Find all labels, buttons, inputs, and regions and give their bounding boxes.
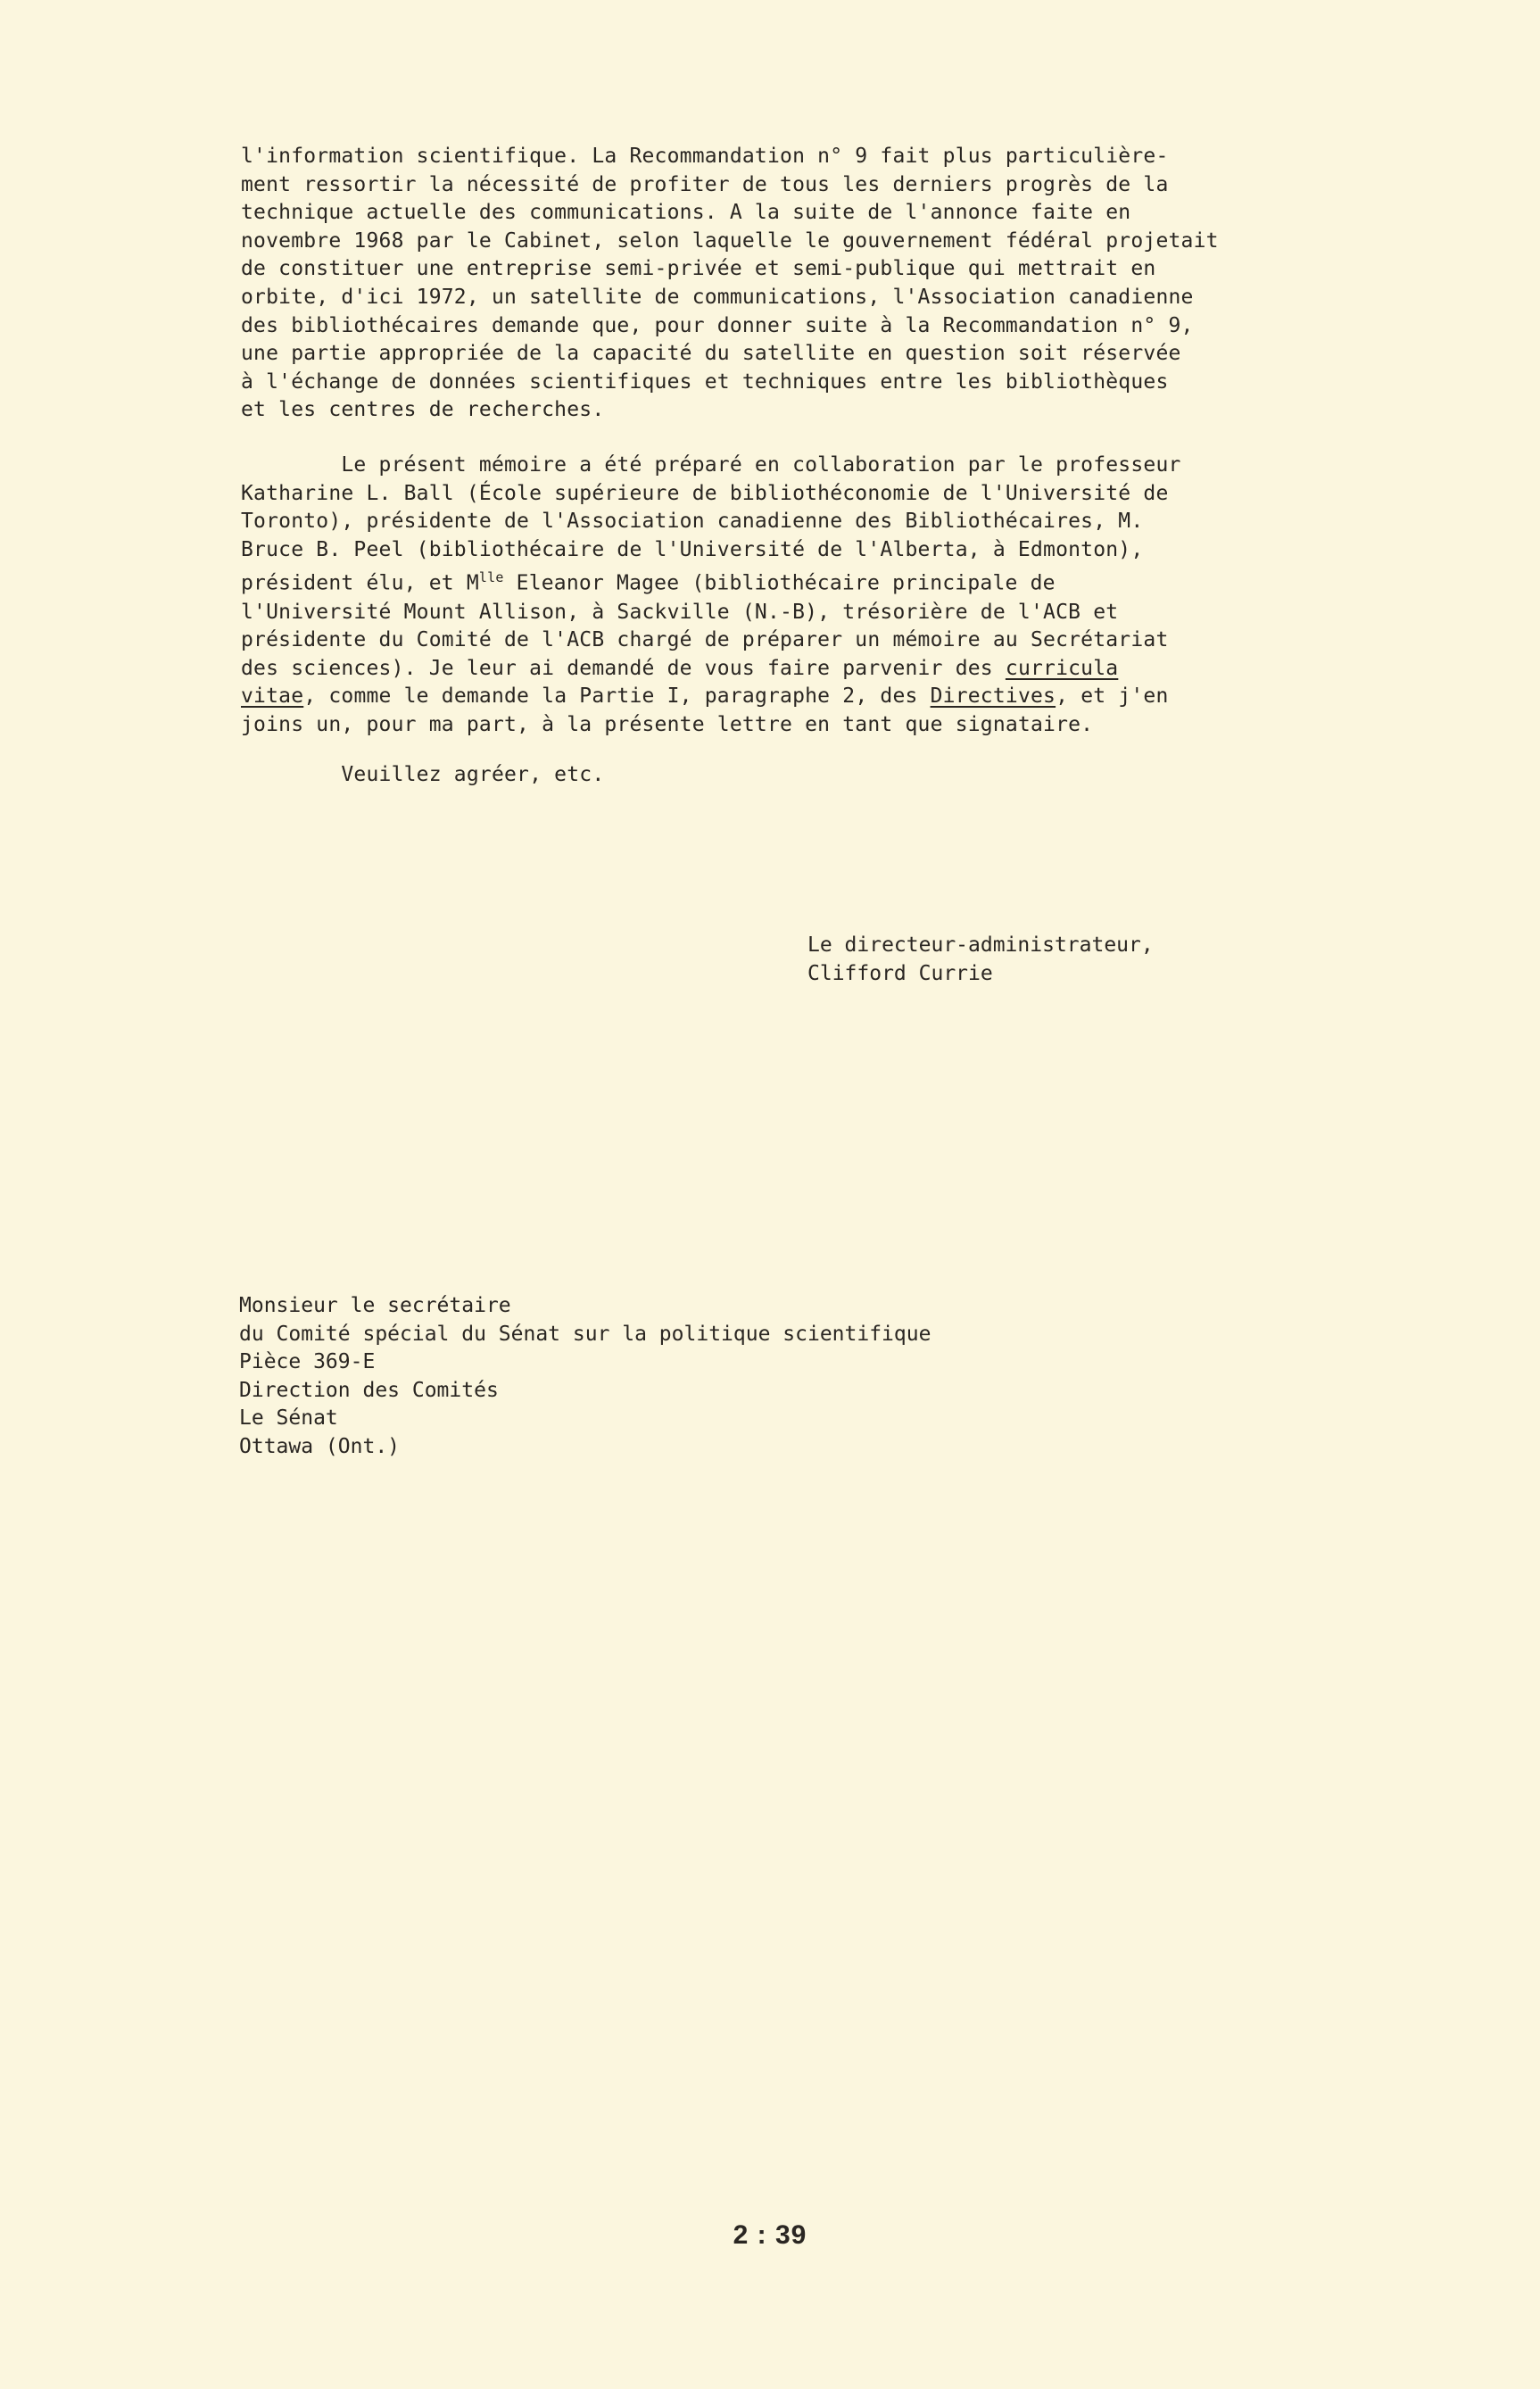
closing-formula (241, 761, 1329, 790)
underlined-term-curricula: curricula (1005, 656, 1119, 680)
signature-block (807, 931, 1154, 988)
address-line: Direction des Comités (239, 1378, 499, 1402)
text-line: et les centres de recherches. (241, 398, 605, 422)
text-line: l'Université Mount Allison, à Sackville (N.-B), trésorière de l'ACB et (241, 600, 1119, 624)
text-line: l'information scientifique. La Recommandation n° 9 fait plus particulière- (241, 145, 1169, 168)
text-line (241, 655, 1329, 684)
text-segment: Eleanor Magee (bibliothécaire principale de (503, 572, 1056, 596)
text-line: Katharine L. Ball (École supérieure de bibliothéconomie de l'Université de (241, 481, 1169, 505)
text-line: orbite, d'ici 1972, un satellite de communications, l'Association canadienne (241, 285, 1194, 309)
text-line: de constituer une entreprise semi-privée et semi-publique qui mettrait en (241, 257, 1156, 281)
underlined-term-vitae: vitae (241, 684, 304, 709)
superscript: lle (478, 569, 504, 586)
text-line: Bruce B. Peel (bibliothécaire de l'Université de l'Alberta, à Edmonton), (241, 537, 1144, 561)
text-line (241, 564, 1329, 598)
text-line: technique actuelle des communications. A la suite de l'annonce faite en (241, 201, 1131, 225)
page-number: 2 : 39 (733, 2220, 807, 2250)
text-line: présidente du Comité de l'ACB chargé de préparer un mémoire au Secrétariat (241, 628, 1169, 652)
text-segment: des sciences). Je leur ai demandé de vous faire parvenir des (241, 656, 1006, 680)
text-segment: , et j'en (1056, 684, 1169, 709)
address-line: Le Sénat (239, 1406, 338, 1430)
text-line: ment ressortir la nécessité de profiter de tous les derniers progrès de la (241, 172, 1169, 196)
signature-title: Le directeur-administrateur, (807, 933, 1154, 957)
text-line: Le présent mémoire a été préparé en collaboration par le professeur (241, 453, 1181, 477)
text-line: une partie appropriée de la capacité du satellite en question soit réservée (241, 342, 1181, 366)
text-line: novembre 1968 par le Cabinet, selon laquelle le gouvernement fédéral projetait (241, 228, 1219, 253)
underlined-term-directives: Directives (930, 684, 1056, 709)
address-line: Ottawa (Ont.) (239, 1434, 401, 1458)
text-line: des bibliothécaires demande que, pour donner suite à la Recommandation n° 9, (241, 313, 1194, 337)
text-segment: , comme le demande la Partie I, paragraphe 2, des (303, 684, 931, 709)
address-line: du Comité spécial du Sénat sur la politique scientifique (239, 1322, 931, 1346)
address-line: Monsieur le secrétaire (239, 1294, 511, 1317)
text-segment: président élu, et M (241, 572, 479, 596)
signature-name: Clifford Currie (807, 962, 993, 985)
text-line (241, 683, 1329, 711)
paragraph-memoire (241, 452, 1329, 740)
text-line: à l'échange de données scientifiques et techniques entre les bibliothèques (241, 369, 1169, 394)
paragraph-recommendation (241, 143, 1329, 425)
recipient-address (239, 1292, 931, 1461)
text-line: Toronto), présidente de l'Association canadienne des Bibliothécaires, M. (241, 510, 1144, 534)
closing-text: Veuillez agréer, etc. (241, 763, 605, 786)
address-line: Pièce 369-E (239, 1350, 376, 1373)
text-line: joins un, pour ma part, à la présente lettre en tant que signataire. (241, 713, 1094, 736)
